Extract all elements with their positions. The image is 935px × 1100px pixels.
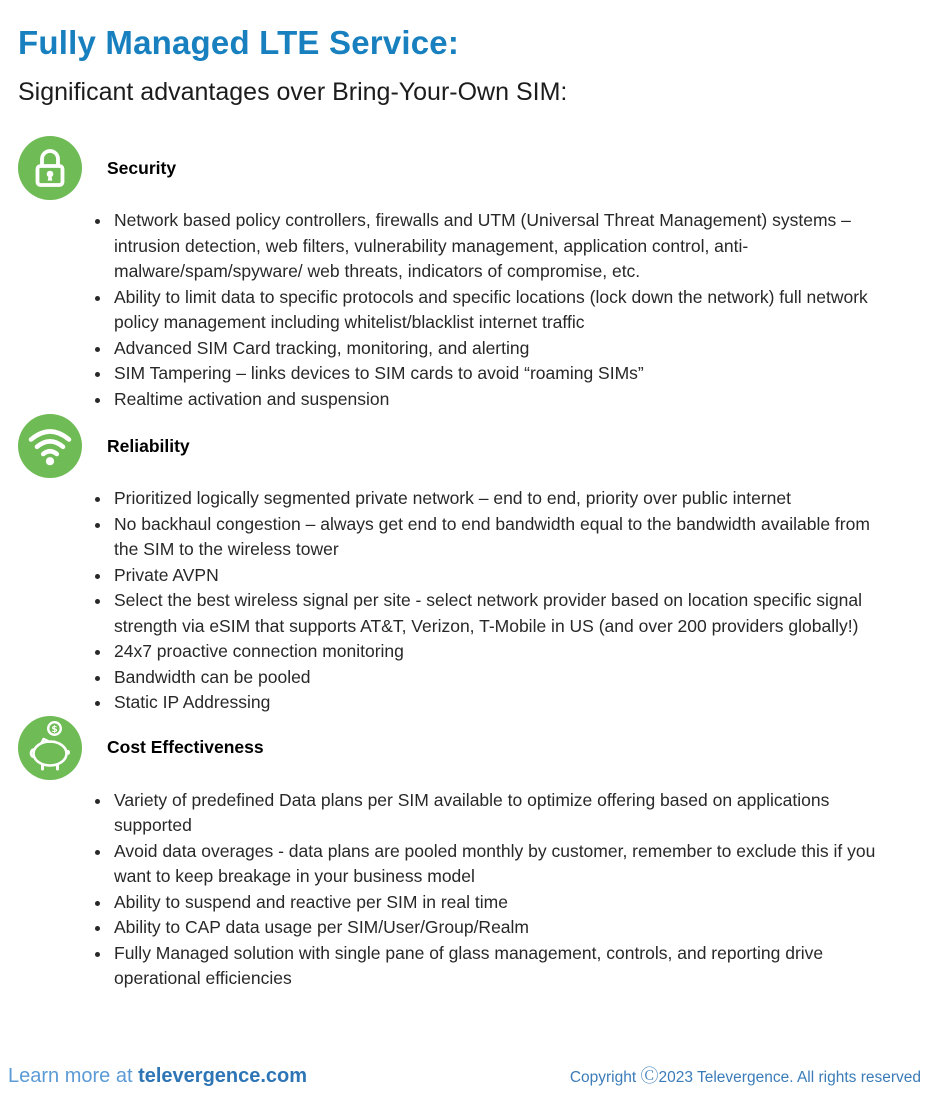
bullet-item: • Static IP Addressing	[112, 690, 882, 716]
security-bullet-list	[18, 208, 882, 412]
lock-icon	[18, 136, 82, 200]
bullet-item: • Avoid data overages - data plans are pooled monthly by customer, remember to exclude this if you want to keep breakage in your business model	[112, 839, 882, 890]
bullet-item: • 24x7 proactive connection monitoring	[112, 639, 882, 665]
section-cost-effectiveness	[18, 716, 915, 992]
bullet-item: • Prioritized logically segmented private network – end to end, priority over public internet	[112, 486, 882, 512]
page-footer	[8, 1062, 921, 1088]
bullet-item: • Ability to suspend and reactive per SIM in real time	[112, 890, 882, 916]
bullet-item: • Advanced SIM Card tracking, monitoring, and alerting	[112, 336, 882, 362]
copyright-prefix: Copyright	[569, 1069, 641, 1086]
bullet-item: • Variety of predefined Data plans per SIM available to optimize offering based on applications supported	[112, 788, 882, 839]
section-security	[18, 136, 915, 412]
reliability-bullet-list	[18, 486, 882, 716]
learn-more-text	[8, 1065, 307, 1088]
section-security-header	[18, 136, 915, 200]
bullet-item: • Network based policy controllers, firewalls and UTM (Universal Threat Management) systems – intrusion detection, web filters, vulnerability management, application control, anti-malware/spam/spyware/ web threats, indicators of compromise, etc.	[112, 208, 882, 285]
bullet-item: • Ability to CAP data usage per SIM/User/Group/Realm	[112, 915, 882, 941]
bullet-item: • No backhaul congestion – always get end to end bandwidth equal to the bandwidth available from the SIM to the wireless tower	[112, 512, 882, 563]
televergence-link[interactable]: televergence.com	[138, 1065, 308, 1087]
svg-text:$: $	[51, 724, 58, 735]
bullet-item: • Private AVPN	[112, 563, 882, 589]
section-security-heading: Security	[107, 157, 177, 178]
wifi-icon	[18, 414, 82, 478]
section-reliability-heading: Reliability	[107, 435, 190, 456]
section-reliability	[18, 414, 915, 716]
bullet-item: • SIM Tampering – links devices to SIM cards to avoid “roaming SIMs”	[112, 361, 882, 387]
bullet-item: • Ability to limit data to specific protocols and specific locations (lock down the network) full network policy management including whitelist/blacklist internet traffic	[112, 285, 882, 336]
bullet-item: • Realtime activation and suspension	[112, 387, 882, 413]
copyright-text	[570, 1062, 921, 1088]
section-cost-header	[18, 716, 915, 780]
bullet-item: • Select the best wireless signal per site - select network provider based on location specific signal strength via eSIM that supports AT&T, Verizon, T-Mobile in US (and over 200 providers globally!)	[112, 588, 882, 639]
copyright-suffix: 2023 Televergence. All rights reserved	[658, 1069, 921, 1086]
copyright-symbol-icon: Ⓒ	[640, 1066, 659, 1086]
cost-bullet-list	[18, 788, 882, 992]
learn-more-prefix: Learn more at	[8, 1065, 139, 1087]
section-cost-heading: Cost Effectiveness	[107, 737, 264, 757]
bullet-item: • Fully Managed solution with single pane of glass management, controls, and reporting drive operational efficiencies	[112, 941, 882, 992]
section-reliability-header	[18, 414, 915, 478]
piggy-bank-icon	[18, 716, 82, 780]
page-title: Fully Managed LTE Service:	[18, 24, 460, 61]
page-subtitle: Significant advantages over Bring-Your-Own SIM:	[18, 78, 568, 106]
bullet-item: • Bandwidth can be pooled	[112, 665, 882, 691]
